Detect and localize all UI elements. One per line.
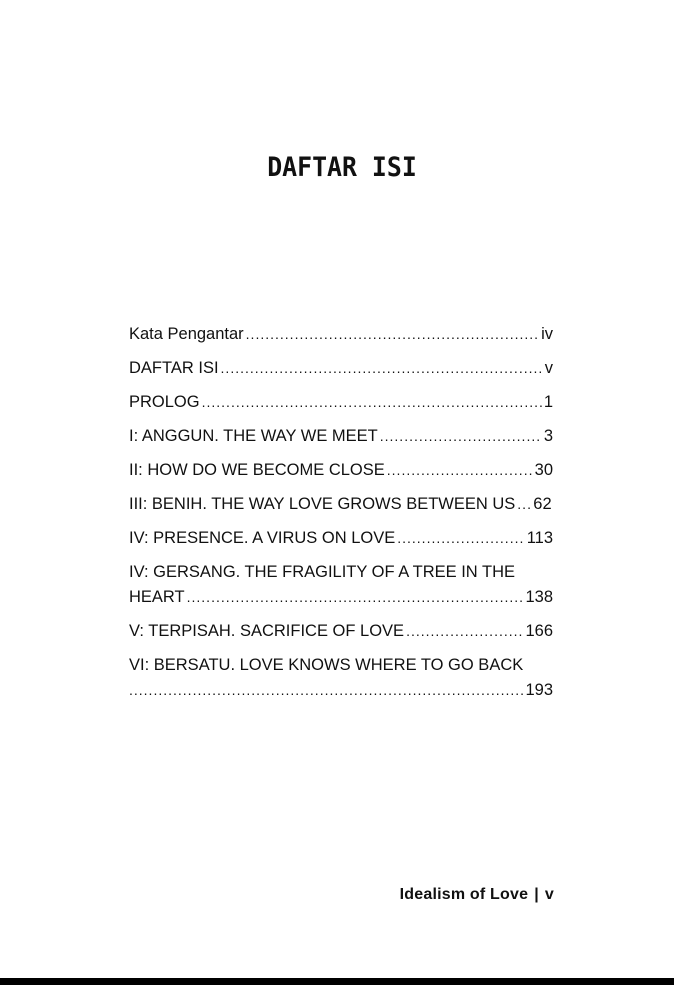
footer-book-title: Idealism of Love: [399, 886, 529, 903]
toc-line: [129, 390, 553, 415]
toc-line: [129, 356, 553, 381]
toc-entry-chapter-6[interactable]: [129, 653, 553, 703]
toc-dot-leader: [397, 526, 524, 551]
toc-dot-leader: [387, 458, 533, 483]
toc-dot-leader: [202, 390, 542, 415]
toc-entry-title-line-1: IV: GERSANG. THE FRAGILITY OF A TREE IN THE: [129, 563, 516, 581]
toc-line: [129, 619, 553, 644]
footer-separator: |: [534, 886, 539, 903]
toc-dot-leader: [246, 322, 539, 347]
toc-entry-prolog[interactable]: [129, 390, 553, 415]
toc-entry-title-line-1: VI: BERSATU. LOVE KNOWS WHERE TO GO BACK: [129, 656, 524, 674]
toc-entry-page: v: [544, 359, 553, 377]
toc-entry-chapter-2[interactable]: [129, 458, 553, 483]
table-of-contents: [129, 322, 553, 712]
bottom-border-rule: [0, 978, 674, 985]
toc-line: [129, 322, 553, 347]
toc-entry-page: iv: [541, 325, 553, 343]
toc-entry-title: II: HOW DO WE BECOME CLOSE: [129, 461, 385, 479]
toc-entry-daftar-isi[interactable]: [129, 356, 553, 381]
toc-entry-page: 193: [525, 681, 553, 699]
toc-entry-chapter-5[interactable]: [129, 619, 553, 644]
toc-line: [129, 585, 553, 610]
toc-entry-chapter-4a[interactable]: [129, 526, 553, 551]
toc-dot-leader: [187, 585, 524, 610]
toc-dot-leader: [380, 424, 542, 449]
toc-entry-chapter-4b[interactable]: [129, 560, 553, 610]
toc-entry-title: DAFTAR ISI: [129, 359, 219, 377]
toc-line: [129, 424, 553, 449]
toc-entry-title: III: BENIH. THE WAY LOVE GROWS BETWEEN US: [129, 495, 516, 513]
toc-entry-page: 166: [525, 622, 553, 640]
toc-entry-title: IV: PRESENCE. A VIRUS ON LOVE: [129, 529, 396, 547]
toc-line: [129, 678, 553, 703]
toc-line: [129, 526, 553, 551]
toc-entry-title: Kata Pengantar: [129, 325, 244, 343]
toc-dot-leader: [517, 492, 531, 517]
toc-dot-leader: [129, 678, 523, 703]
toc-entry-title: PROLOG: [129, 393, 200, 411]
toc-entry-title: HEART: [129, 588, 185, 606]
toc-entry-title: I: ANGGUN. THE WAY WE MEET: [129, 427, 378, 445]
footer-page-number: v: [544, 886, 554, 903]
toc-entry-kata-pengantar[interactable]: [129, 322, 553, 347]
toc-entry-page: 30: [534, 461, 553, 479]
toc-entry-page: 1: [543, 393, 553, 411]
toc-line: [129, 458, 553, 483]
toc-entry-page: 138: [525, 588, 553, 606]
toc-entry-page: 113: [526, 529, 553, 547]
toc-line: [129, 492, 553, 517]
toc-dot-leader: [406, 619, 523, 644]
running-footer: [400, 886, 554, 904]
toc-dot-leader: [221, 356, 543, 381]
toc-entry-page: 3: [543, 427, 553, 445]
toc-entry-page: 62: [533, 495, 552, 513]
toc-entry-chapter-1[interactable]: [129, 424, 553, 449]
toc-entry-title: V: TERPISAH. SACRIFICE OF LOVE: [129, 622, 405, 640]
page-title: DAFTAR ISI: [267, 152, 417, 183]
toc-entry-chapter-3[interactable]: [129, 492, 553, 517]
